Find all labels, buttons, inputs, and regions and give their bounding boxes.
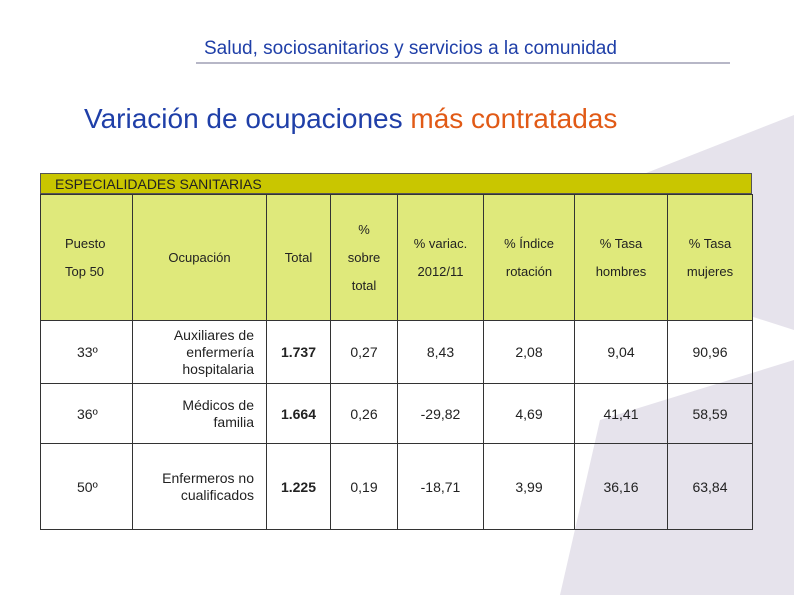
title-accent: más contratadas (410, 103, 618, 134)
page-title (84, 103, 617, 135)
col-total (267, 195, 331, 321)
cell-tasa-hombres: 9,04 (575, 321, 668, 384)
ocupacion-line: Enfermeros no (162, 469, 254, 486)
col-tasa-hombres (575, 195, 668, 321)
ocupacion-line: hospitalaria (182, 360, 254, 377)
cell-indice: 4,69 (484, 384, 575, 444)
ocupacion-line: Auxiliares de (173, 326, 254, 343)
cell-puesto: 36º (41, 384, 133, 444)
col-mujeres-line1: % Tasa (688, 235, 732, 251)
col-indice-line1: % Índice (504, 235, 554, 251)
cell-ocupacion (133, 444, 267, 530)
table-header-row (41, 195, 753, 321)
cell-puesto: 50º (41, 444, 133, 530)
col-variac-line2: 2012/11 (417, 263, 464, 279)
cell-pct-total: 0,26 (331, 384, 398, 444)
subtitle-underline (196, 62, 730, 64)
cell-tasa-mujeres: 58,59 (668, 384, 753, 444)
cell-tasa-mujeres: 63,84 (668, 444, 753, 530)
cell-variac: -29,82 (398, 384, 484, 444)
col-indice-line2: rotación (505, 263, 553, 279)
table-row (41, 321, 753, 384)
col-total-label: Total (284, 250, 313, 265)
cell-total: 1.664 (267, 384, 331, 444)
cell-total: 1.225 (267, 444, 331, 530)
col-ocupacion-label: Ocupación (168, 250, 231, 265)
col-ocupacion (133, 195, 267, 321)
cell-pct-total: 0,27 (331, 321, 398, 384)
col-pct-line2: sobre (347, 249, 381, 265)
col-pct-line1: % (358, 221, 370, 237)
cell-tasa-hombres: 41,41 (575, 384, 668, 444)
col-pct-line3: total (351, 277, 377, 293)
cell-pct-total: 0,19 (331, 444, 398, 530)
title-prefix: Variación de ocupaciones (84, 103, 403, 134)
cell-indice: 2,08 (484, 321, 575, 384)
col-puesto (41, 195, 133, 321)
col-hombres-line2: hombres (595, 263, 647, 279)
col-indice (484, 195, 575, 321)
table-row (41, 384, 753, 444)
cell-variac: -18,71 (398, 444, 484, 530)
occupations-table (40, 194, 753, 530)
col-mujeres-line2: mujeres (686, 263, 734, 279)
cell-variac: 8,43 (398, 321, 484, 384)
ocupacion-line: enfermería (186, 343, 254, 360)
col-hombres-line1: % Tasa (599, 235, 643, 251)
ocupacion-line: Médicos de (182, 396, 254, 413)
col-variac-line1: % variac. (413, 235, 468, 251)
table-row (41, 444, 753, 530)
cell-indice: 3,99 (484, 444, 575, 530)
cell-ocupacion (133, 384, 267, 444)
col-variac (398, 195, 484, 321)
cell-puesto: 33º (41, 321, 133, 384)
col-pct-total (331, 195, 398, 321)
cell-tasa-mujeres: 90,96 (668, 321, 753, 384)
cell-total: 1.737 (267, 321, 331, 384)
col-puesto-line2: Top 50 (65, 263, 105, 279)
col-puesto-line1: Puesto (65, 235, 106, 251)
section-label: ESPECIALIDADES SANITARIAS (40, 173, 752, 194)
cell-ocupacion (133, 321, 267, 384)
ocupacion-line: familia (213, 413, 254, 430)
cell-tasa-hombres: 36,16 (575, 444, 668, 530)
col-tasa-mujeres (668, 195, 753, 321)
ocupacion-line: cualificados (180, 486, 254, 503)
